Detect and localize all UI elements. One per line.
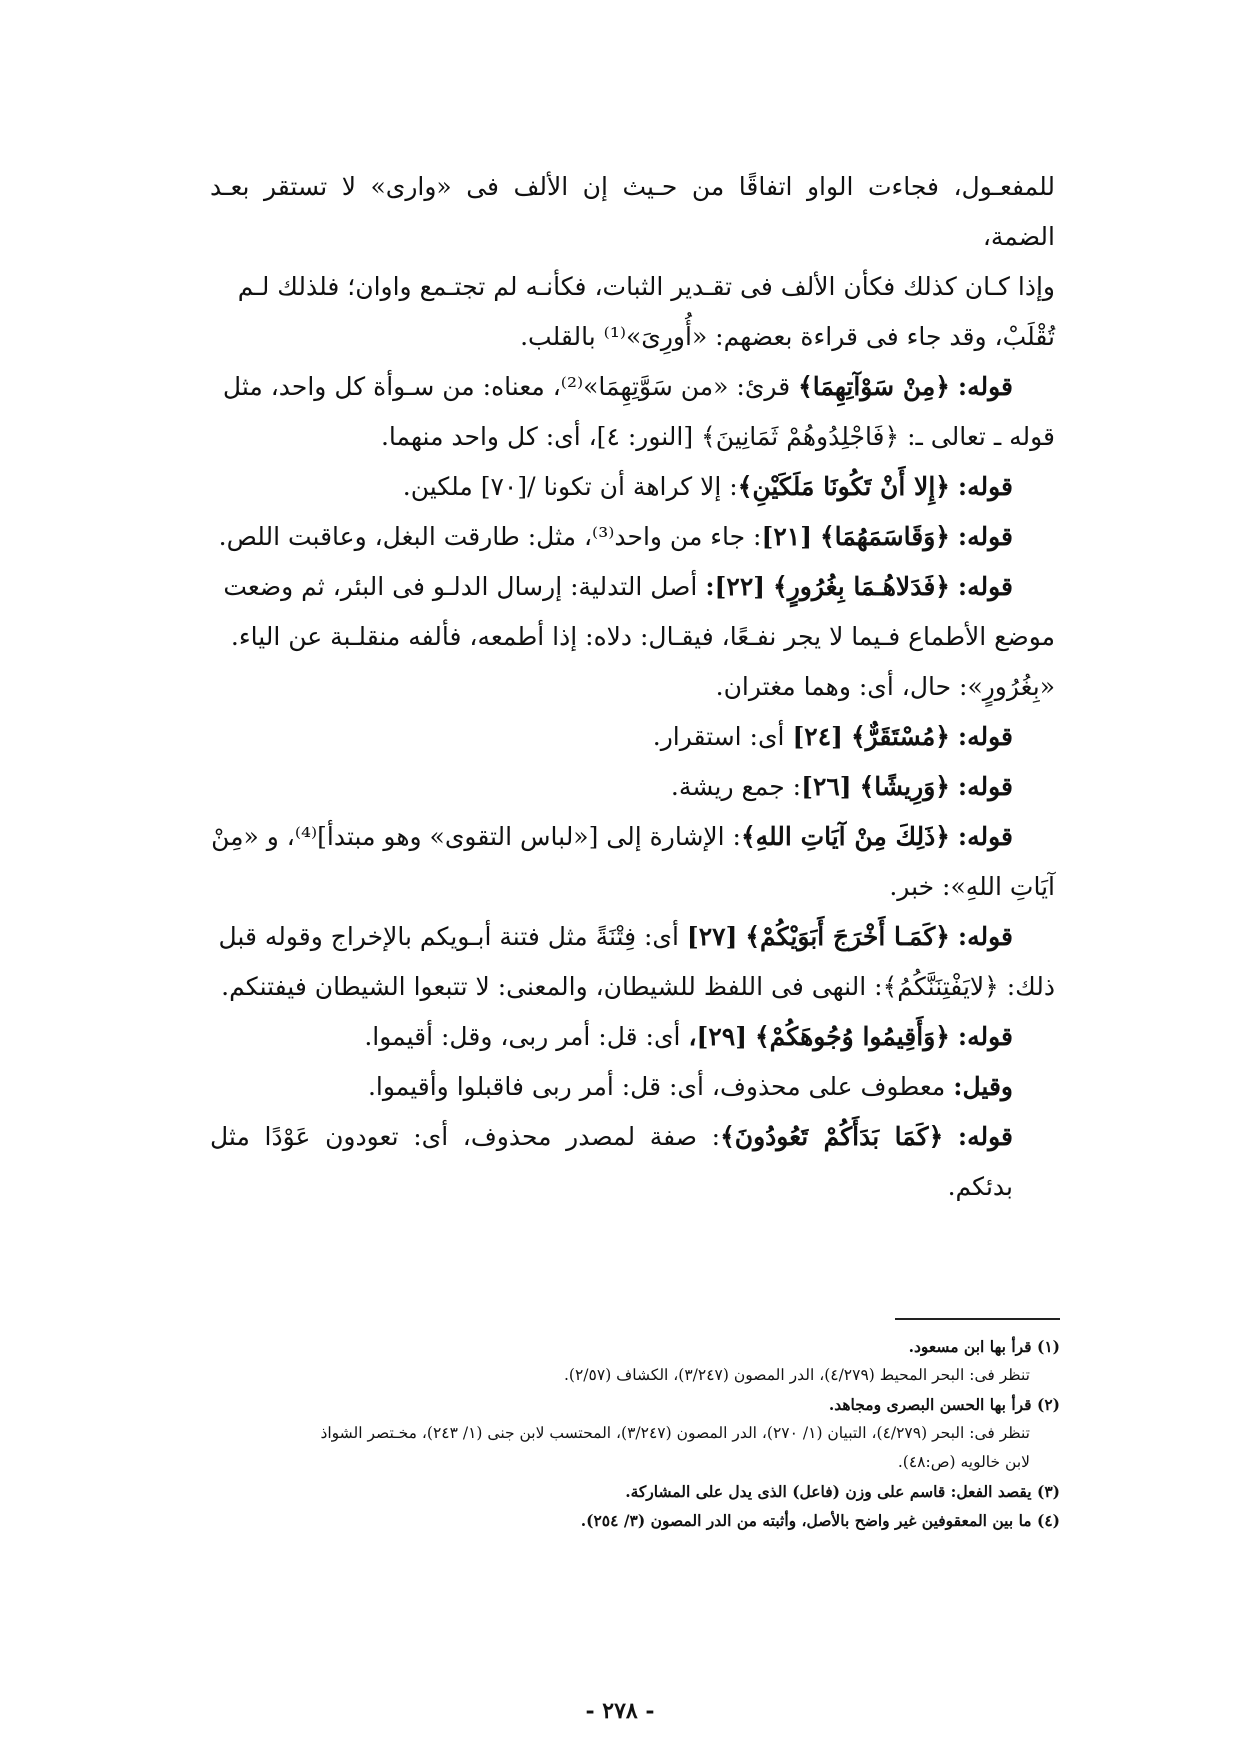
lead-word: قوله: [957,522,1013,551]
paragraph-8-cont [210,862,1055,912]
commentary-text: موضع الأطماع فـيما لا يجر نفـعًا، فيقـال: دلاه: إذا أطمعه، فألفه منقلـبة عن الياء. [230,622,1055,651]
lead-word: قوله: [957,372,1013,401]
footnote-2: (٢) قرأ بها الحسن البصرى ومجاهد. [828,1395,1060,1414]
paragraph-3 [210,462,1055,512]
lead-word: وقيل: [953,1072,1013,1101]
footnote-separator [895,1318,1060,1320]
lead-word: قوله: [957,472,1013,501]
commentary-text: : جمع ريشة. [670,772,802,801]
paragraph-5 [210,562,1055,612]
paragraph-10 [210,1012,1055,1062]
verse-number: [٢١] [761,522,813,551]
lead-word: قوله: [957,772,1013,801]
commentary-text: : صفة لمصدر محذوف، أى: تعودون عَوْدًا مثل بدئكم. [210,1122,1013,1201]
commentary-text: معطوف على محذوف، أى: قل: أمر ربى فاقبلوا وأقيموا. [367,1072,946,1101]
commentary-text: قرئ: «من سَوَّتِهِمَا»⁽²⁾، معناه: من سـوأة كل واحد، مثل [222,372,791,401]
footnote-4: (٤) ما بين المعقوفين غير واضح بالأصل، وأثبته من الدر المصون (٣/ ٢٥٤). [580,1511,1060,1530]
lead-word: قوله: [957,1122,1013,1151]
verse-number: [٢٢]: [705,572,766,601]
lead-word: قوله: [957,722,1013,751]
commentary-text: أى: فِتْنَةً مثل فتنة أبـويكم بالإخراج وقوله قبل [218,922,679,951]
paragraph-11 [210,1062,1055,1112]
footnote-1: (١) قرأ بها ابن مسعود. [908,1337,1060,1356]
quran-quote: ﴿وَرِيشًا﴾ [859,772,950,801]
verse-number: [٢٦] [801,772,852,801]
quran-quote: ﴿فَدَلاهُـمَا بِغُرُورٍ﴾ [773,572,950,601]
page-number: - ٢٧٨ - [585,1698,655,1724]
commentary-text: : جاء من واحد⁽³⁾، مثل: طارقت البغل، وعاقبت اللص. [218,522,762,551]
quran-quote: ﴿كَمَا بَدَأَكُمْ تَعُودُونَ﴾ [720,1122,944,1151]
paragraph-9 [210,912,1055,962]
commentary-text: : الإشارة إلى [«لباس التقوى» وهو مبتدأ]⁽⁴⁾، و «مِنْ [211,822,741,851]
paragraph-12 [210,1112,1055,1212]
verse-number: [٢٩]، [688,1022,748,1051]
commentary-text: آيَاتِ اللهِ»: خبر. [889,872,1055,901]
footnote-1-sources: تنظر فى: البحر المحيط (٤/٢٧٩)، الدر المصون (٣/٢٤٧)، الكشاف (٢/٥٧). [564,1366,1030,1384]
lead-word: قوله: [957,822,1013,851]
footnote-3: (٣) يقصد الفعل: قاسم على وزن (فاعل) الذى يدل على المشاركة. [625,1482,1060,1501]
paragraph-2 [210,362,1055,412]
quran-quote: ﴿وَأَقِيمُوا وُجُوهَكُمْ﴾ [755,1022,950,1051]
commentary-text: : إلا كراهة أن تكونا /[٧٠] ملكين. [402,472,738,501]
quran-quote: ﴿إِلا أَنْ تَكُونَا مَلَكَيْنِ﴾ [737,472,950,501]
commentary-text: ذلك: ﴿لايَفْتِنَنَّكُمُ﴾: النهى فى اللفظ للشيطان، والمعنى: لا تتبعوا الشيطان فيفتنكم. [221,972,1055,1001]
commentary-text: أصل التدلية: إرسال الدلـو فى البئر، ثم وضعت [223,572,698,601]
paragraph-9-cont [210,962,1055,1012]
quran-quote: ﴿ذَلِكَ مِنْ آيَاتِ اللهِ﴾ [740,822,950,851]
lead-word: قوله: [957,572,1013,601]
quran-quote: ﴿مُسْتَقَرٌّ﴾ [850,722,950,751]
footnotes [200,1332,1060,1535]
commentary-text: «بِغُرُورٍ»: حال، أى: وهما مغتران. [715,672,1055,701]
paragraph-4 [210,512,1055,562]
paragraph-6 [210,712,1055,762]
paragraph-1 [210,162,1055,362]
text-line: وإذا كـان كذلك فكأن الألف فى تقـدير الثبات، فكأنـه لم تجتـمع واوان؛ فلذلك لـم [237,272,1055,301]
text-line: للمفعـول، فجاءت الواو اتفاقًا من حـيث إن الألف فى «وارى» لا تستقر بعـد الضمة، [210,172,1055,251]
quran-quote: ﴿كَمَـا أَخْرَجَ أَبَوَيْكُمْ﴾ [745,922,950,951]
text-line: تُقْلَبْ، وقد جاء فى قراءة بعضهم: «أُورِىَ»⁽¹⁾ بالقلب. [520,322,1055,351]
verse-number: [٢٧] [686,922,738,951]
lead-word: قوله: [957,1022,1013,1051]
lead-word: قوله: [957,922,1013,951]
verse-number: [٢٤] [792,722,843,751]
footnote-2-sources-cont: لابن خالويه (ص:٤٨). [897,1453,1030,1471]
paragraph-5-cont [210,612,1055,712]
quran-quote: ﴿مِنْ سَوْآتِهِمَا﴾ [798,372,950,401]
paragraph-7 [210,762,1055,812]
main-text [210,162,1055,1212]
commentary-text: قوله ـ تعالى ـ: ﴿فَاجْلِدُوهُمْ ثَمَانِينَ﴾ [النور: ٤]، أى: كل واحد منهما. [380,422,1055,451]
paragraph-2-cont [210,412,1055,462]
commentary-text: أى: قل: أمر ربى، وقل: أقيموا. [364,1022,681,1051]
footnote-2-sources: تنظر فى: البحر (٤/٢٧٩)، التبيان (١/ ٢٧٠)، الدر المصون (٣/٢٤٧)، المحتسب لابن جنى (١/ ٢٤٣)، مخـتصر الشواذ [320,1424,1030,1442]
quran-quote: ﴿وَقَاسَمَهُمَا﴾ [819,522,950,551]
commentary-text: أى: استقرار. [652,722,785,751]
paragraph-8 [210,812,1055,862]
